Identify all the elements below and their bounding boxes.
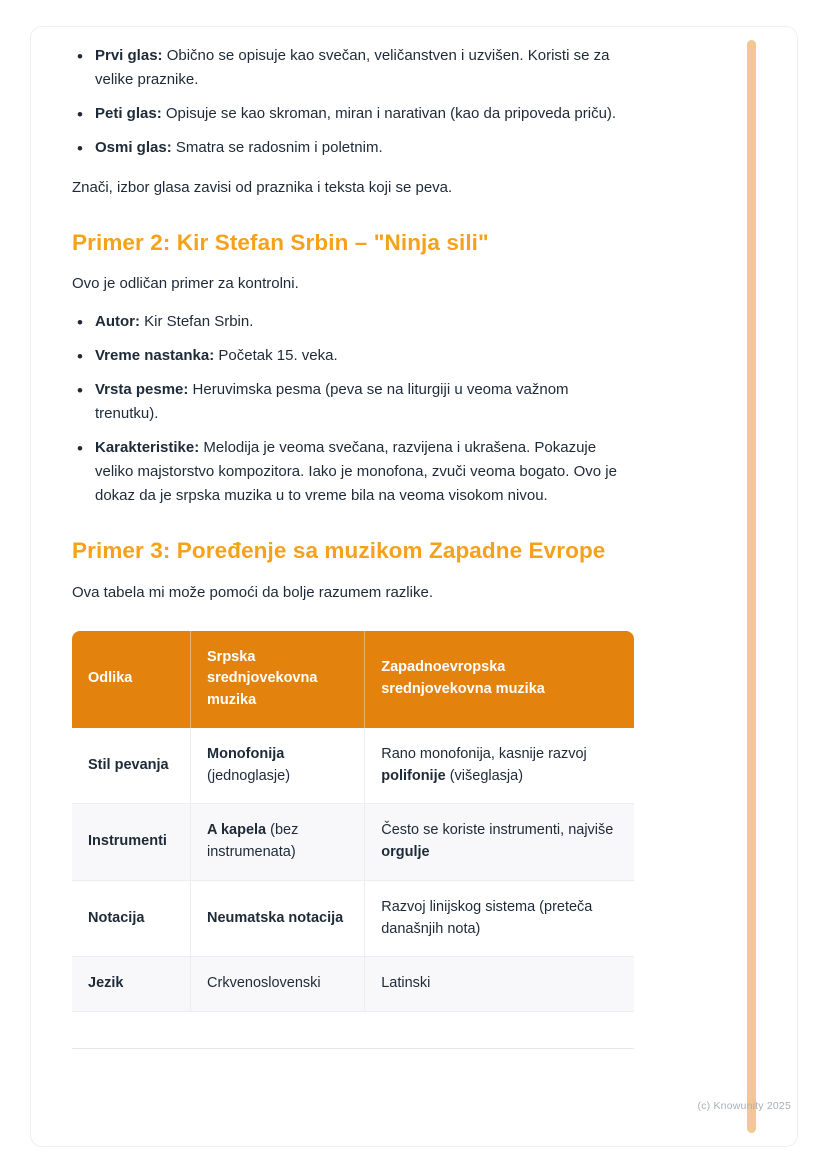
list-item-label: Vrsta pesme:: [95, 381, 189, 399]
primer2-intro-paragraph: Ovo je odličan primer za kontrolni.: [72, 275, 299, 293]
list-item-karakteristike: [72, 436, 634, 508]
primer2-list: [72, 310, 634, 508]
table-cell-feature: Stil pevanja: [72, 728, 190, 805]
cell-text: Rano monofonija, kasnije razvoj: [381, 745, 587, 762]
footer-divider: [72, 1048, 634, 1049]
list-item-label: Autor:: [95, 313, 140, 331]
list-item-peti-glas: [72, 102, 634, 126]
glas-conclusion-paragraph: Znači, izbor glasa zavisi od praznika i teksta koji se peva.: [72, 179, 453, 196]
table-row: [72, 804, 634, 881]
table-cell-feature: Notacija: [72, 881, 190, 958]
list-item-autor: [72, 310, 634, 334]
heading-primer-3: Primer 3: Poređenje sa muzikom Zapadne Evrope: [72, 538, 606, 564]
cell-text-bold: Monofonija: [207, 745, 285, 762]
list-item-label: Peti glas:: [95, 105, 162, 122]
cell-text: Razvoj linijskog sistema (preteča današnjih nota): [381, 898, 593, 937]
list-item-osmi-glas: [72, 136, 634, 160]
table-row: [72, 881, 634, 958]
table-header-row: [72, 631, 634, 728]
table-header-odlika: Odlika: [72, 631, 190, 728]
list-item-text: Melodija je veoma svečana, razvijena i ukrašena. Pokazuje veliko majstorstvo kompozitora. Iako je monofona, zvuči veoma bogato. Ovo je dokaz da je srpska muzika u to vreme bila na veoma visokom nivou.: [95, 439, 617, 505]
table-header-srpska: Srpska srednjovekovna muzika: [190, 631, 364, 728]
table-row: [72, 957, 634, 1012]
copyright-notice: (c) Knowunity 2025: [697, 1100, 791, 1112]
cell-text: (jednoglasje): [207, 767, 291, 784]
table-cell-zapadna: [364, 728, 634, 805]
glas-list: [72, 44, 634, 160]
table-cell-srpska: [190, 881, 364, 958]
cell-text-bold: Neumatska notacija: [207, 909, 344, 926]
cell-text: Latinski: [381, 975, 431, 992]
cell-text: Često se koriste instrumenti, najviše: [381, 822, 614, 839]
list-item-vreme-nastanka: [72, 344, 634, 368]
table-cell-zapadna: [364, 804, 634, 881]
list-item-text: Opisuje se kao skroman, miran i narativan (kao da pripoveda priču).: [161, 105, 617, 122]
table-cell-feature: Instrumenti: [72, 804, 190, 881]
table-row: [72, 728, 634, 805]
list-item-vrsta-pesme: [72, 378, 634, 426]
list-item-label: Karakteristike:: [95, 439, 200, 457]
table-cell-zapadna: [364, 957, 634, 1012]
table-cell-feature: Jezik: [72, 957, 190, 1012]
list-item-prvi-glas: [72, 44, 634, 92]
table-cell-zapadna: [364, 881, 634, 958]
table-header-zapadnoevropska: Zapadnoevropska srednjovekovna muzika: [364, 631, 634, 728]
cell-text-bold: A kapela: [207, 822, 267, 839]
list-item-text: Smatra se radosnim i poletnim.: [171, 139, 383, 156]
list-item-label: Osmi glas:: [95, 139, 172, 156]
list-item-text: Početak 15. veka.: [214, 347, 338, 365]
cell-text-bold: polifonije: [381, 767, 446, 784]
list-item-text: Kir Stefan Srbin.: [140, 313, 254, 331]
heading-primer-2: Primer 2: Kir Stefan Srbin – "Ninja sili": [72, 230, 489, 255]
primer3-intro-paragraph: Ova tabela mi može pomoći da bolje razumem razlike.: [72, 583, 433, 601]
list-item-label: Prvi glas:: [95, 47, 163, 64]
table-cell-srpska: [190, 804, 364, 881]
cell-text: (bez instrumenata): [207, 822, 299, 860]
cell-text-bold: orgulje: [381, 844, 430, 860]
table-cell-srpska: [190, 957, 364, 1012]
comparison-table: [72, 631, 634, 1013]
list-item-text: Heruvimska pesma (peva se na liturgiji u veoma važnom trenutku).: [95, 381, 569, 423]
cell-text: (višeglasja): [445, 767, 524, 784]
cell-text: Crkvenoslovenski: [207, 975, 321, 992]
page-edge-ribbon: [747, 40, 756, 1133]
document-content: [72, 44, 634, 1049]
table-cell-srpska: [190, 728, 364, 805]
list-item-text: Obično se opisuje kao svečan, veličanstven i uzvišen. Koristi se za velike praznike.: [95, 47, 610, 88]
list-item-label: Vreme nastanka:: [95, 347, 215, 365]
